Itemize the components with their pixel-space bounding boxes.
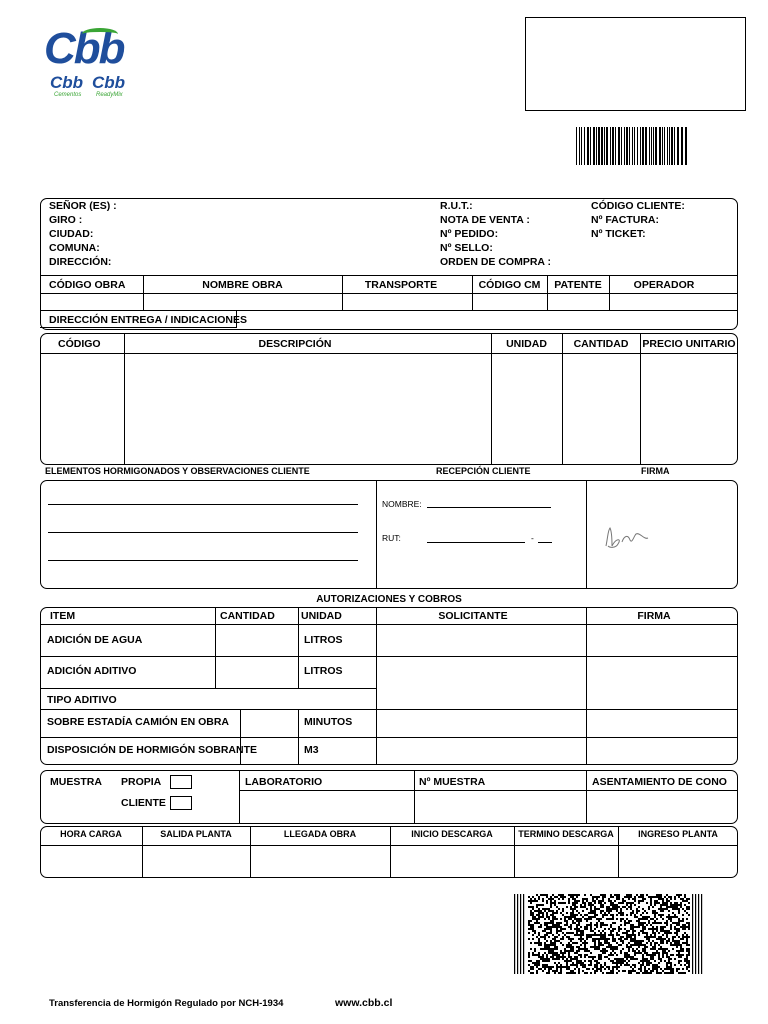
observation-line [48,532,358,533]
label-ticket: Nº TICKET: [591,228,646,240]
divider [239,770,240,824]
rut-line [427,542,525,543]
label-nombre: NOMBRE: [382,499,422,509]
checkbox-propia[interactable] [170,775,192,789]
divider [491,333,492,465]
divider [376,607,377,765]
divider [239,790,738,791]
logo-sub-right-caption: ReadyMix [96,92,123,98]
row-sobre-estadia: SOBRE ESTADÍA CAMIÓN EN OBRA [47,716,230,728]
divider [40,709,738,710]
logo-sub-left-caption: Cementos [54,92,82,98]
barcode [576,127,688,165]
col-codigo: CÓDIGO [58,338,101,350]
row-tipo-aditivo: TIPO ADITIVO [47,694,117,706]
label-recepcion-cliente: RECEPCIÓN CLIENTE [436,466,531,476]
row-disposicion: DISPOSICIÓN DE HORMIGÓN SOBRANTE [47,744,258,756]
label-nota-venta: NOTA DE VENTA : [440,214,530,226]
col-cantidad: CANTIDAD [573,338,629,350]
rut-dash: - [531,533,534,543]
label-direccion-entrega: DIRECCIÓN ENTREGA / INDICACIONES [49,314,247,326]
company-logo [44,26,136,102]
label-senor: SEÑOR (ES) : [49,200,117,212]
col-termino-descarga: TERMINO DESCARGA [518,829,614,839]
divider [586,480,587,589]
label-cliente-muestra: CLIENTE [121,797,166,809]
logo-main-text: Cbb [44,24,124,73]
label-factura: Nº FACTURA: [591,214,659,226]
col-inicio-descarga: INICIO DESCARGA [411,829,493,839]
rut-dv-line [538,542,552,543]
divider [240,709,241,765]
col-n-muestra: Nº MUESTRA [419,776,486,788]
col-cantidad-aut: CANTIDAD [220,610,275,622]
divider [40,624,738,625]
label-giro: GIRO : [49,214,83,226]
divider [40,353,738,354]
footer-website: www.cbb.cl [335,997,393,1009]
label-muestra: MUESTRA [50,776,102,788]
logo-sub-left: Cbb [50,73,84,92]
label-sello: Nº SELLO: [440,242,493,254]
divider [40,845,738,846]
col-codigo-obra: CÓDIGO OBRA [49,279,126,291]
divider [40,656,738,657]
autorizaciones-table [40,607,738,765]
col-salida-planta: SALIDA PLANTA [160,829,232,839]
unit-minutos: MINUTOS [304,716,353,728]
footer-regulation: Transferencia de Hormigón Regulado por NCH-1934 [49,998,284,1009]
col-codigo-cm: CÓDIGO CM [478,279,541,291]
label-direccion: DIRECCIÓN: [49,256,112,268]
col-laboratorio: LABORATORIO [245,776,323,788]
observation-line [48,560,358,561]
divider [215,607,216,688]
divider [586,607,587,765]
col-precio-unitario: PRECIO UNITARIO [642,338,736,350]
unit-litros-aditivo: LITROS [304,665,343,677]
label-pedido: Nº PEDIDO: [440,228,499,240]
divider [562,333,563,465]
divider [298,607,299,688]
col-transporte: TRANSPORTE [364,279,438,291]
divider [376,480,377,589]
col-asentamiento: ASENTAMIENTO DE CONO [592,776,727,788]
divider [414,770,415,824]
stamp-box [525,17,746,111]
col-unidad-aut: UNIDAD [301,610,342,622]
col-hora-carga: HORA CARGA [60,829,122,839]
divider [40,275,738,276]
label-rut: R.U.T.: [440,200,473,212]
col-descripcion: DESCRIPCIÓN [258,338,332,350]
col-nombre-obra: NOMBRE OBRA [202,279,283,291]
label-ciudad: CIUDAD: [49,228,94,240]
signature-mark [602,522,652,552]
pdf417-barcode [514,894,704,974]
unit-m3: M3 [304,744,319,756]
label-rut-recepcion: RUT: [382,533,401,543]
label-comuna: COMUNA: [49,242,100,254]
col-unidad: UNIDAD [506,338,547,350]
nombre-line [427,507,551,508]
col-patente: PATENTE [554,279,602,291]
row-adicion-aditivo: ADICIÓN ADITIVO [47,665,137,677]
divider [40,688,376,689]
col-ingreso-planta: INGRESO PLANTA [638,829,718,839]
col-firma-aut: FIRMA [637,610,671,622]
divider [586,770,587,824]
divider [640,333,641,465]
section-title-autorizaciones: AUTORIZACIONES Y COBROS [316,594,462,605]
logo-swoosh [82,28,118,40]
observation-line [48,504,358,505]
divider [40,737,738,738]
label-orden-compra: ORDEN DE COMPRA : [440,256,552,268]
label-propia: PROPIA [121,776,162,788]
col-operador: OPERADOR [633,279,695,291]
label-firma-recepcion: FIRMA [641,466,670,476]
divider [124,333,125,465]
col-llegada-obra: LLEGADA OBRA [283,829,357,839]
label-elementos-hormigonados: ELEMENTOS HORMIGONADOS Y OBSERVACIONES CLIENTE [45,466,310,476]
logo-sub-right: Cbb [92,73,126,92]
row-adicion-agua: ADICIÓN DE AGUA [47,634,143,646]
col-item: ITEM [50,610,76,622]
col-solicitante: SOLICITANTE [438,610,508,622]
divider [40,293,738,294]
checkbox-cliente[interactable] [170,796,192,810]
label-codigo-cliente: CÓDIGO CLIENTE: [591,200,685,212]
divider [298,709,299,765]
unit-litros-agua: LITROS [304,634,343,646]
